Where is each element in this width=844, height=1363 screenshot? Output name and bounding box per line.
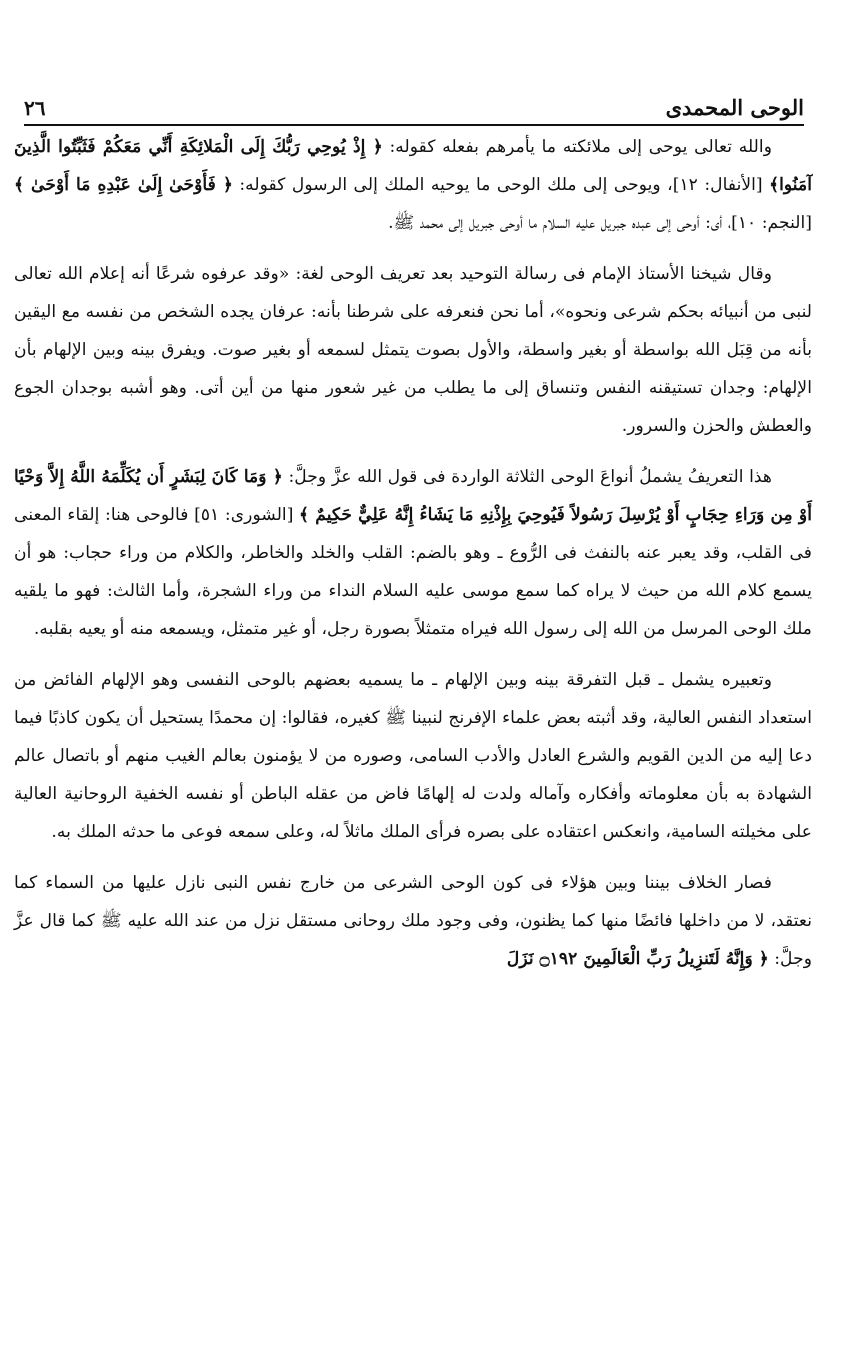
paragraph	[14, 255, 812, 446]
page-header	[24, 82, 804, 126]
quran-verse: ﴿ وَإِنَّهُ لَتَنزِيلُ رَبِّ الْعَالَمِينَ ۝١٩٢ نَزَلَ	[506, 949, 769, 970]
paragraph-text: وتعبيره يشمل ـ قبل التفرقة بينه وبين الإلهام ـ ما يسميه بعضهم بالوحى النفسى وهو الإلهام الفائض من استعداد النفس العالية، وقد أثبته بعض علماء الإفرنج لنبينا ﷺ كغيره، فقالوا: إن محمدًا يستحيل أن يكون كاذبًا فيما دعا إليه من الدين القويم والشرع العادل والأدب السامى، وصوره من لا يؤمنون بعالم الغيب منهم أو باتصال عالم الشهادة به بأن معلوماته وأفكاره وآماله ولدت له إلهامًا فاض من عقله الباطن أو نفسه الخفية الروحانية العالية على مخيلته السامية، وانعكس اعتقاده على بصره فرأى الملك ماثلاً له، وعلى سمعه فوعى ما حدثه الملك به.	[14, 669, 812, 843]
paragraph	[14, 864, 812, 979]
paragraph-text: هذا التعريفُ يشملُ أنواعَ الوحى الثلاثة الواردة فى قول الله عزَّ وجلَّ:	[282, 466, 772, 487]
quran-verse: ﴿ فَأَوْحَىٰ إِلَىٰ عَبْدِهِ مَا أَوْحَىٰ ﴾	[14, 175, 233, 196]
paragraph-text: [الأنفال: ١٢]، ويوحى إلى ملك الوحى ما يوحيه الملك إلى الرسول كقوله:	[232, 175, 770, 196]
page-number: ٢٦	[24, 96, 46, 120]
quran-verse: ﴿ إِذْ يُوحِي رَبُّكَ إِلَى الْمَلائِكَةِ أَنِّي مَعَكُمْ فَثَبِّتُوا الَّذِينَ آمَنُوا﴾	[14, 137, 812, 196]
paragraph-text: [النجم: ١٠]، أى: أوحى إلى عبده جبريل عليه السلام ما أوحى جبريل إلى محمد ﷺ.	[388, 213, 812, 234]
quran-verse: ﴿ وَمَا كَانَ لِبَشَرٍ أَن يُكَلِّمَهُ اللَّهُ إِلاَّ وَحْيًا أَوْ مِن وَرَاءِ حِجَابٍ أَوْ يُرْسِلَ رَسُولاً فَيُوحِيَ بِإِذْنِهِ مَا يَشَاءُ إِنَّهُ عَلِيٌّ حَكِيمٌ ﴾	[14, 466, 812, 525]
paragraph-text: وقال شيخنا الأستاذ الإمام فى رسالة التوحيد بعد تعريف الوحى لغة: «وقد عرفوه شرعًا أنه إعلام الله تعالى لنبى من أنبيائه بحكم شرعى ونحوه»، أما نحن فنعرفه على شرطنا بأنه: عرفان يجده الشخص من نفسه مع اليقين بأنه من قِبَل الله بواسطة أو بغير واسطة، والأول بصوت يتمثل لسمعه أو بغير صوت. ويفرق بينه وبين الإلهام بأن الإلهام: وجدان تستيقنه النفس وتنساق إلى ما يطلب من غير شعور منها من أين أتى. وهو أشبه بوجدان الجوع والعطش والحزن والسرور.	[14, 263, 812, 437]
paragraph-text: والله تعالى يوحى إلى ملائكته ما يأمرهم بفعله كقوله:	[382, 137, 772, 157]
running-title: الوحى المحمدى	[665, 95, 804, 120]
paragraph	[14, 661, 812, 852]
paragraph-text: [الشورى: ٥١] فالوحى هنا: إلقاء المعنى فى القلب، وقد يعبر عنه بالنفث فى الرُّوع ـ وهو بالضم: القلب والخلد والخاطر، والكلام من وراء حجاب: هو أن يسمع كلام الله من حيث لا يراه كما سمع موسى عليه السلام النداء من وراء الشجرة، وأما الثالث: فهو ما يلقيه ملك الوحى المرسل من الله إلى رسول الله فيراه متمثلاً بصورة رجل، أو غير متمثل، ويسمعه منه أو يعيه بقلبه.	[14, 504, 812, 640]
page-body	[14, 128, 812, 990]
paragraph	[14, 458, 812, 649]
paragraph	[14, 128, 812, 243]
paragraph-text: فصار الخلاف بيننا وبين هؤلاء فى كون الوحى الشرعى من خارج نفس النبى نازل عليها من السماء كما نعتقد، لا من داخلها فائضًا منها كما يظنون، وفى وجود ملك روحانى مستقل نزل من عند الله عليه ﷺ كما قال عزَّ وجلَّ:	[14, 872, 812, 970]
